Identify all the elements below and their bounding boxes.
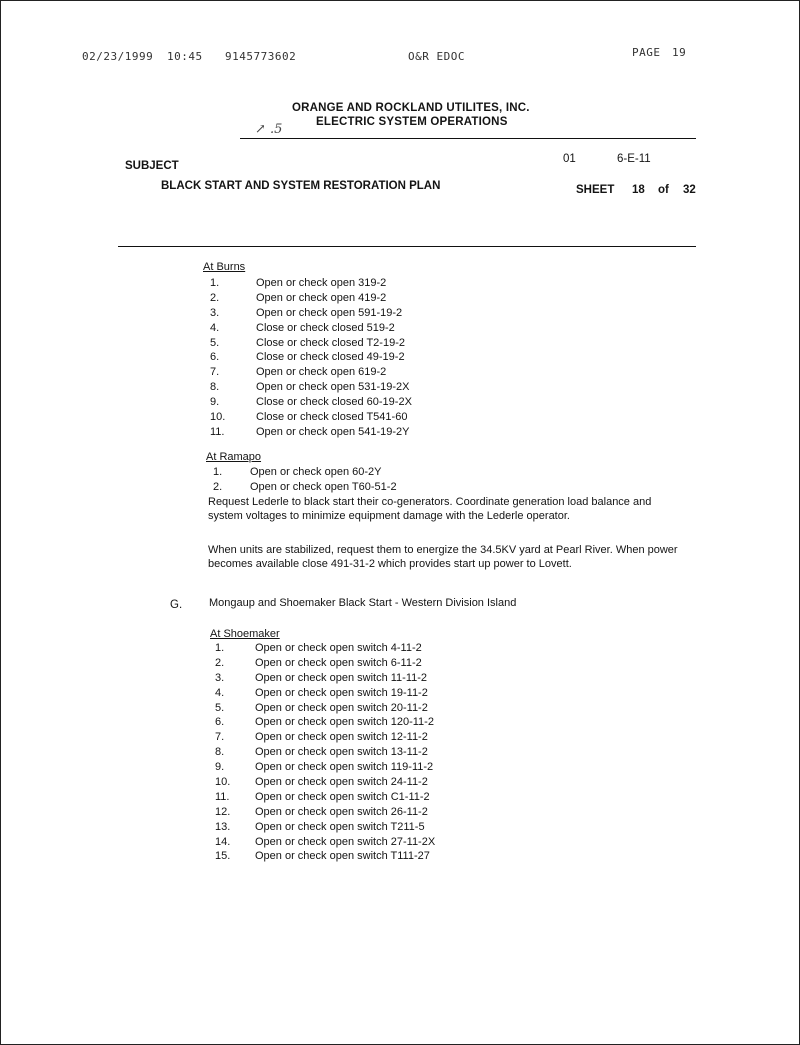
subject-label: SUBJECT <box>125 160 179 172</box>
list-item <box>215 820 435 835</box>
company-name: ORANGE AND ROCKLAND UTILITES, INC. <box>292 102 530 114</box>
step-text: Open or check open switch 4-11-2 <box>255 642 422 654</box>
step-text: Close or check closed 49-19-2 <box>256 351 405 364</box>
burns-heading: At Burns <box>203 261 246 273</box>
step-number: 10. <box>215 776 231 789</box>
list-item <box>210 365 412 380</box>
step-number: 9. <box>215 761 225 774</box>
list-item <box>215 671 435 686</box>
list-item <box>215 805 435 820</box>
units-paragraph: When units are stabilized, request them to energize the 34.5KV yard at Pearl River. When power becomes available close 491-31-2 which provides start up power to Lovett. <box>208 544 678 570</box>
step-number: 12. <box>215 805 231 818</box>
step-number: 7. <box>210 366 220 379</box>
step-number: 2. <box>210 291 220 304</box>
list-item <box>215 656 435 671</box>
list-item <box>210 321 412 336</box>
document-title: BLACK START AND SYSTEM RESTORATION PLAN <box>161 180 441 192</box>
step-number: 7. <box>215 731 225 744</box>
step-number: 6. <box>215 716 225 729</box>
step-text: Open or check open switch 26-11-2 <box>255 805 428 818</box>
step-number: 6. <box>210 351 220 364</box>
step-number: 10. <box>210 411 226 424</box>
ramapo-heading: At Ramapo <box>206 451 262 463</box>
step-number: 13. <box>215 820 231 833</box>
step-text: Open or check open switch 6-11-2 <box>255 656 422 669</box>
step-number: 1. <box>215 642 225 654</box>
list-item <box>215 775 435 790</box>
department-name: ELECTRIC SYSTEM OPERATIONS <box>316 116 508 128</box>
lederle-paragraph: Request Lederle to black start their co-generators. Coordinate generation load balance and system voltages to minimize equipment damage with the Lederle operator. <box>208 496 652 522</box>
step-text: Open or check open switch 24-11-2 <box>255 776 428 789</box>
step-text: Close or check closed 519-2 <box>256 321 395 334</box>
sheet-of-label: of <box>658 184 669 196</box>
sheet-total: 32 <box>683 184 696 196</box>
step-text: Open or check open switch 19-11-2 <box>255 686 428 699</box>
list-item <box>215 701 435 716</box>
fax-phone: 9145773602 <box>225 50 297 63</box>
step-text: Close or check closed 60-19-2X <box>256 396 412 409</box>
step-text: Open or check open switch 11-11-2 <box>255 671 428 684</box>
step-text: Open or check open switch 13-11-2 <box>255 746 428 759</box>
step-number: 8. <box>215 746 225 759</box>
step-text: Open or check open switch 12-11-2 <box>255 731 428 744</box>
step-text: Open or check open switch T211-5 <box>255 820 425 833</box>
list-item <box>210 276 412 291</box>
list-item <box>215 760 435 775</box>
step-text: Open or check open 319-2 <box>256 277 387 289</box>
step-text: Open or check open switch 120-11-2 <box>255 716 434 729</box>
step-number: 15. <box>215 850 231 863</box>
step-text: Close or check closed T2-19-2 <box>256 336 405 349</box>
step-text: Open or check open 531-19-2X <box>256 381 410 394</box>
step-number: 11. <box>210 425 225 438</box>
step-text: Open or check open switch 27-11-2X <box>255 835 436 848</box>
step-text: Open or check open 60-2Y <box>250 466 382 478</box>
list-item <box>210 306 412 321</box>
step-text: Open or check open switch 119-11-2 <box>255 761 434 774</box>
fax-date: 02/23/1999 <box>82 50 154 63</box>
sheet-label: SHEET <box>576 184 615 196</box>
list-item <box>210 380 412 395</box>
list-item <box>215 686 435 701</box>
shoemaker-heading: At Shoemaker <box>210 628 280 640</box>
list-item <box>213 480 397 495</box>
step-text: Open or check open T60-51-2 <box>250 480 397 493</box>
step-text: Open or check open 619-2 <box>256 366 387 379</box>
list-item <box>210 336 412 351</box>
step-text: Close or check closed T541-60 <box>256 411 408 424</box>
list-item <box>215 790 435 805</box>
step-text: Open or check open 591-19-2 <box>256 306 403 319</box>
fax-page-label: PAGE <box>632 46 661 59</box>
list-item <box>215 715 435 730</box>
list-item <box>215 849 435 864</box>
ramapo-step-list <box>213 465 397 495</box>
step-number: 8. <box>210 381 220 394</box>
step-text: Open or check open 541-19-2Y <box>256 425 410 438</box>
header-rule <box>240 138 696 139</box>
list-item <box>210 350 412 365</box>
step-number: 1. <box>213 466 223 478</box>
step-text: Open or check open switch T111-27 <box>255 850 430 863</box>
step-number: 4. <box>210 321 220 334</box>
step-text: Open or check open switch C1-11-2 <box>255 790 430 803</box>
step-text: Open or check open 419-2 <box>256 291 387 304</box>
list-item <box>210 395 412 410</box>
list-item <box>215 730 435 745</box>
burns-step-list <box>210 276 412 440</box>
list-item <box>210 410 412 425</box>
fax-page-number: 19 <box>672 46 687 59</box>
list-item <box>213 465 397 480</box>
step-text: Open or check open switch 20-11-2 <box>255 701 428 714</box>
step-number: 11. <box>215 790 230 803</box>
step-number: 4. <box>215 686 225 699</box>
section-title: Mongaup and Shoemaker Black Start - Western Division Island <box>209 597 517 609</box>
list-item <box>210 291 412 306</box>
list-item <box>210 425 412 440</box>
step-number: 9. <box>210 396 220 409</box>
step-number: 1. <box>210 277 220 289</box>
handwritten-mark: ↗ .5 <box>255 122 283 137</box>
list-item <box>215 745 435 760</box>
step-number: 2. <box>213 480 223 493</box>
step-number: 14. <box>215 835 231 848</box>
doc-prefix: 01 <box>563 153 576 165</box>
shoemaker-step-list <box>215 641 435 864</box>
step-number: 5. <box>215 701 225 714</box>
fax-sender: O&R EDOC <box>408 50 465 63</box>
list-item <box>215 835 435 850</box>
subject-rule <box>118 246 696 247</box>
fax-time: 10:45 <box>167 50 203 63</box>
doc-number: 6-E-11 <box>617 153 651 165</box>
section-letter: G. <box>170 599 183 611</box>
step-number: 3. <box>215 671 225 684</box>
step-number: 2. <box>215 656 225 669</box>
sheet-number: 18 <box>632 184 645 196</box>
step-number: 5. <box>210 336 220 349</box>
step-number: 3. <box>210 306 220 319</box>
list-item <box>215 641 435 656</box>
